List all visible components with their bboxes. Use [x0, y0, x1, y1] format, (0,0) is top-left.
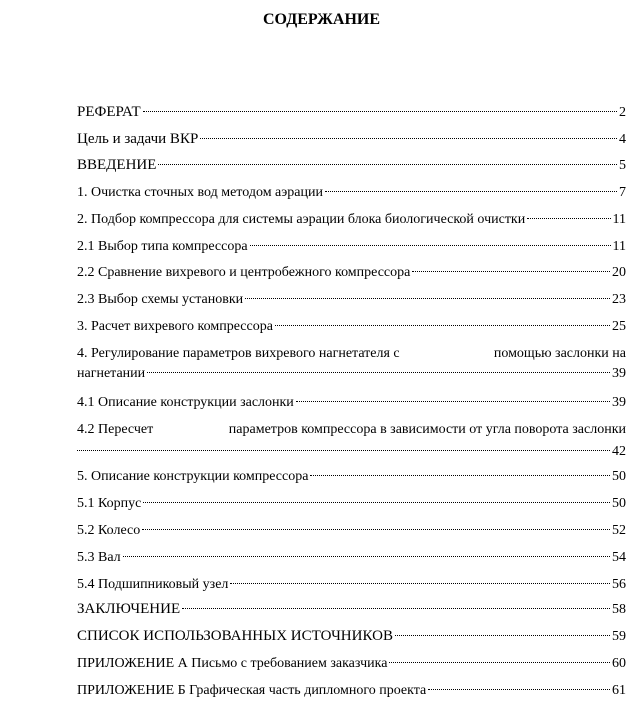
toc-entry-5[interactable] — [77, 468, 626, 485]
toc-entry-1[interactable] — [77, 184, 626, 201]
dot-leader — [250, 245, 611, 246]
toc-page: 2 — [619, 105, 626, 120]
toc-page: 39 — [612, 395, 626, 410]
toc-label: ЗАКЛЮЧЕНИЕ — [77, 601, 181, 617]
toc-page: 23 — [612, 292, 626, 307]
toc-label: 2.2 Сравнение вихревого и центробежного компрессора — [77, 265, 411, 280]
toc-entry-appendix-b[interactable] — [77, 682, 626, 699]
toc-label-part: 4. Регулирование параметров вихревого нагнетателя с — [77, 346, 400, 361]
page-title: СОДЕРЖАНИЕ — [262, 11, 381, 28]
dot-leader — [123, 556, 610, 557]
dot-leader — [310, 475, 610, 476]
dot-leader — [527, 218, 610, 219]
dot-leader — [143, 502, 610, 503]
toc-page: 54 — [612, 550, 626, 565]
toc-page: 50 — [612, 496, 626, 511]
dot-leader — [245, 298, 610, 299]
toc-label: ПРИЛОЖЕНИЕ Б Графическая часть дипломного проекта — [77, 683, 427, 698]
dot-leader — [143, 111, 617, 112]
dot-leader — [77, 450, 610, 451]
toc-page: 52 — [612, 523, 626, 538]
dot-leader — [230, 583, 610, 584]
toc-page: 7 — [619, 185, 626, 200]
toc-label: 3. Расчет вихревого компрессора — [77, 319, 273, 334]
toc-label: ПРИЛОЖЕНИЕ А Письмо с требованием заказчика — [77, 656, 388, 671]
toc-entry-references[interactable] — [77, 628, 626, 645]
toc-page: 5 — [619, 158, 626, 173]
toc-entry-appendix-a[interactable] — [77, 655, 626, 672]
toc-label-continuation: нагнетании — [77, 366, 146, 381]
toc-entry-2[interactable] — [77, 211, 626, 228]
toc-label: Цель и задачи ВКР — [77, 131, 199, 147]
toc-page: 11 — [612, 239, 626, 254]
dot-leader — [200, 138, 617, 139]
toc-page: 11 — [612, 212, 626, 227]
toc-label: 5.2 Колесо — [77, 523, 141, 538]
toc-page: 39 — [612, 366, 626, 381]
toc-entry-4-1[interactable] — [77, 394, 626, 411]
dot-leader — [158, 164, 617, 165]
toc-label: 5.4 Подшипниковый узел — [77, 577, 229, 592]
toc-entry-2-1[interactable] — [77, 238, 626, 255]
dot-leader — [142, 529, 610, 530]
toc-entry-4[interactable] — [77, 345, 626, 382]
dot-leader — [147, 372, 610, 373]
toc-entry-conclusion[interactable] — [77, 601, 626, 618]
toc-entry-4-2[interactable] — [77, 421, 626, 460]
toc-page: 42 — [612, 444, 626, 459]
toc-entry-2-2[interactable] — [77, 264, 626, 281]
toc-label: 1. Очистка сточных вод методом аэрации — [77, 185, 323, 200]
dot-leader — [412, 271, 610, 272]
dot-leader — [296, 401, 610, 402]
toc-page: 59 — [612, 629, 626, 644]
toc-label-part: помощью заслонки на — [493, 346, 626, 361]
toc-label: 2. Подбор компрессора для системы аэрации блока биологической очистки — [77, 212, 526, 227]
toc-entry-5-1[interactable] — [77, 495, 626, 512]
toc-page: 50 — [612, 469, 626, 484]
toc-entry-3[interactable] — [77, 318, 626, 335]
dot-leader — [275, 325, 610, 326]
toc-page: 20 — [612, 265, 626, 280]
toc-entry-5-2[interactable] — [77, 522, 626, 539]
toc-page: 58 — [612, 602, 626, 617]
toc-label-part: 4.2 Пересчет — [77, 422, 154, 437]
dot-leader — [395, 635, 610, 636]
toc-label: 4.1 Описание конструкции заслонки — [77, 395, 294, 410]
toc-label: 5. Описание конструкции компрессора — [77, 469, 309, 484]
toc-label: 5.3 Вал — [77, 550, 121, 565]
toc-entry-5-3[interactable] — [77, 549, 626, 566]
toc-page: 61 — [612, 683, 626, 698]
toc-page: 60 — [612, 656, 626, 671]
toc-label: РЕФЕРАТ — [77, 104, 141, 120]
toc-label: 5.1 Корпус — [77, 496, 142, 511]
toc-page: 4 — [619, 132, 626, 147]
toc-label: 2.3 Выбор схемы установки — [77, 292, 244, 307]
toc-page: 25 — [612, 319, 626, 334]
toc-entry-5-4[interactable] — [77, 576, 626, 593]
toc-entry-goals[interactable] — [77, 131, 626, 148]
toc-entry-introduction[interactable] — [77, 157, 626, 174]
dot-leader — [389, 662, 610, 663]
toc-label: ВВЕДЕНИЕ — [77, 157, 157, 173]
toc-label: СПИСОК ИСПОЛЬЗОВАННЫХ ИСТОЧНИКОВ — [77, 628, 393, 644]
toc-entry-2-3[interactable] — [77, 291, 626, 308]
toc-label: 2.1 Выбор типа компрессора — [77, 239, 248, 254]
toc-entry-referat[interactable] — [77, 104, 626, 121]
dot-leader — [325, 191, 617, 192]
toc-label-part: параметров компрессора в зависимости от угла поворота заслонки — [228, 422, 626, 437]
dot-leader — [428, 689, 610, 690]
toc-page: 56 — [612, 577, 626, 592]
dot-leader — [182, 608, 610, 609]
